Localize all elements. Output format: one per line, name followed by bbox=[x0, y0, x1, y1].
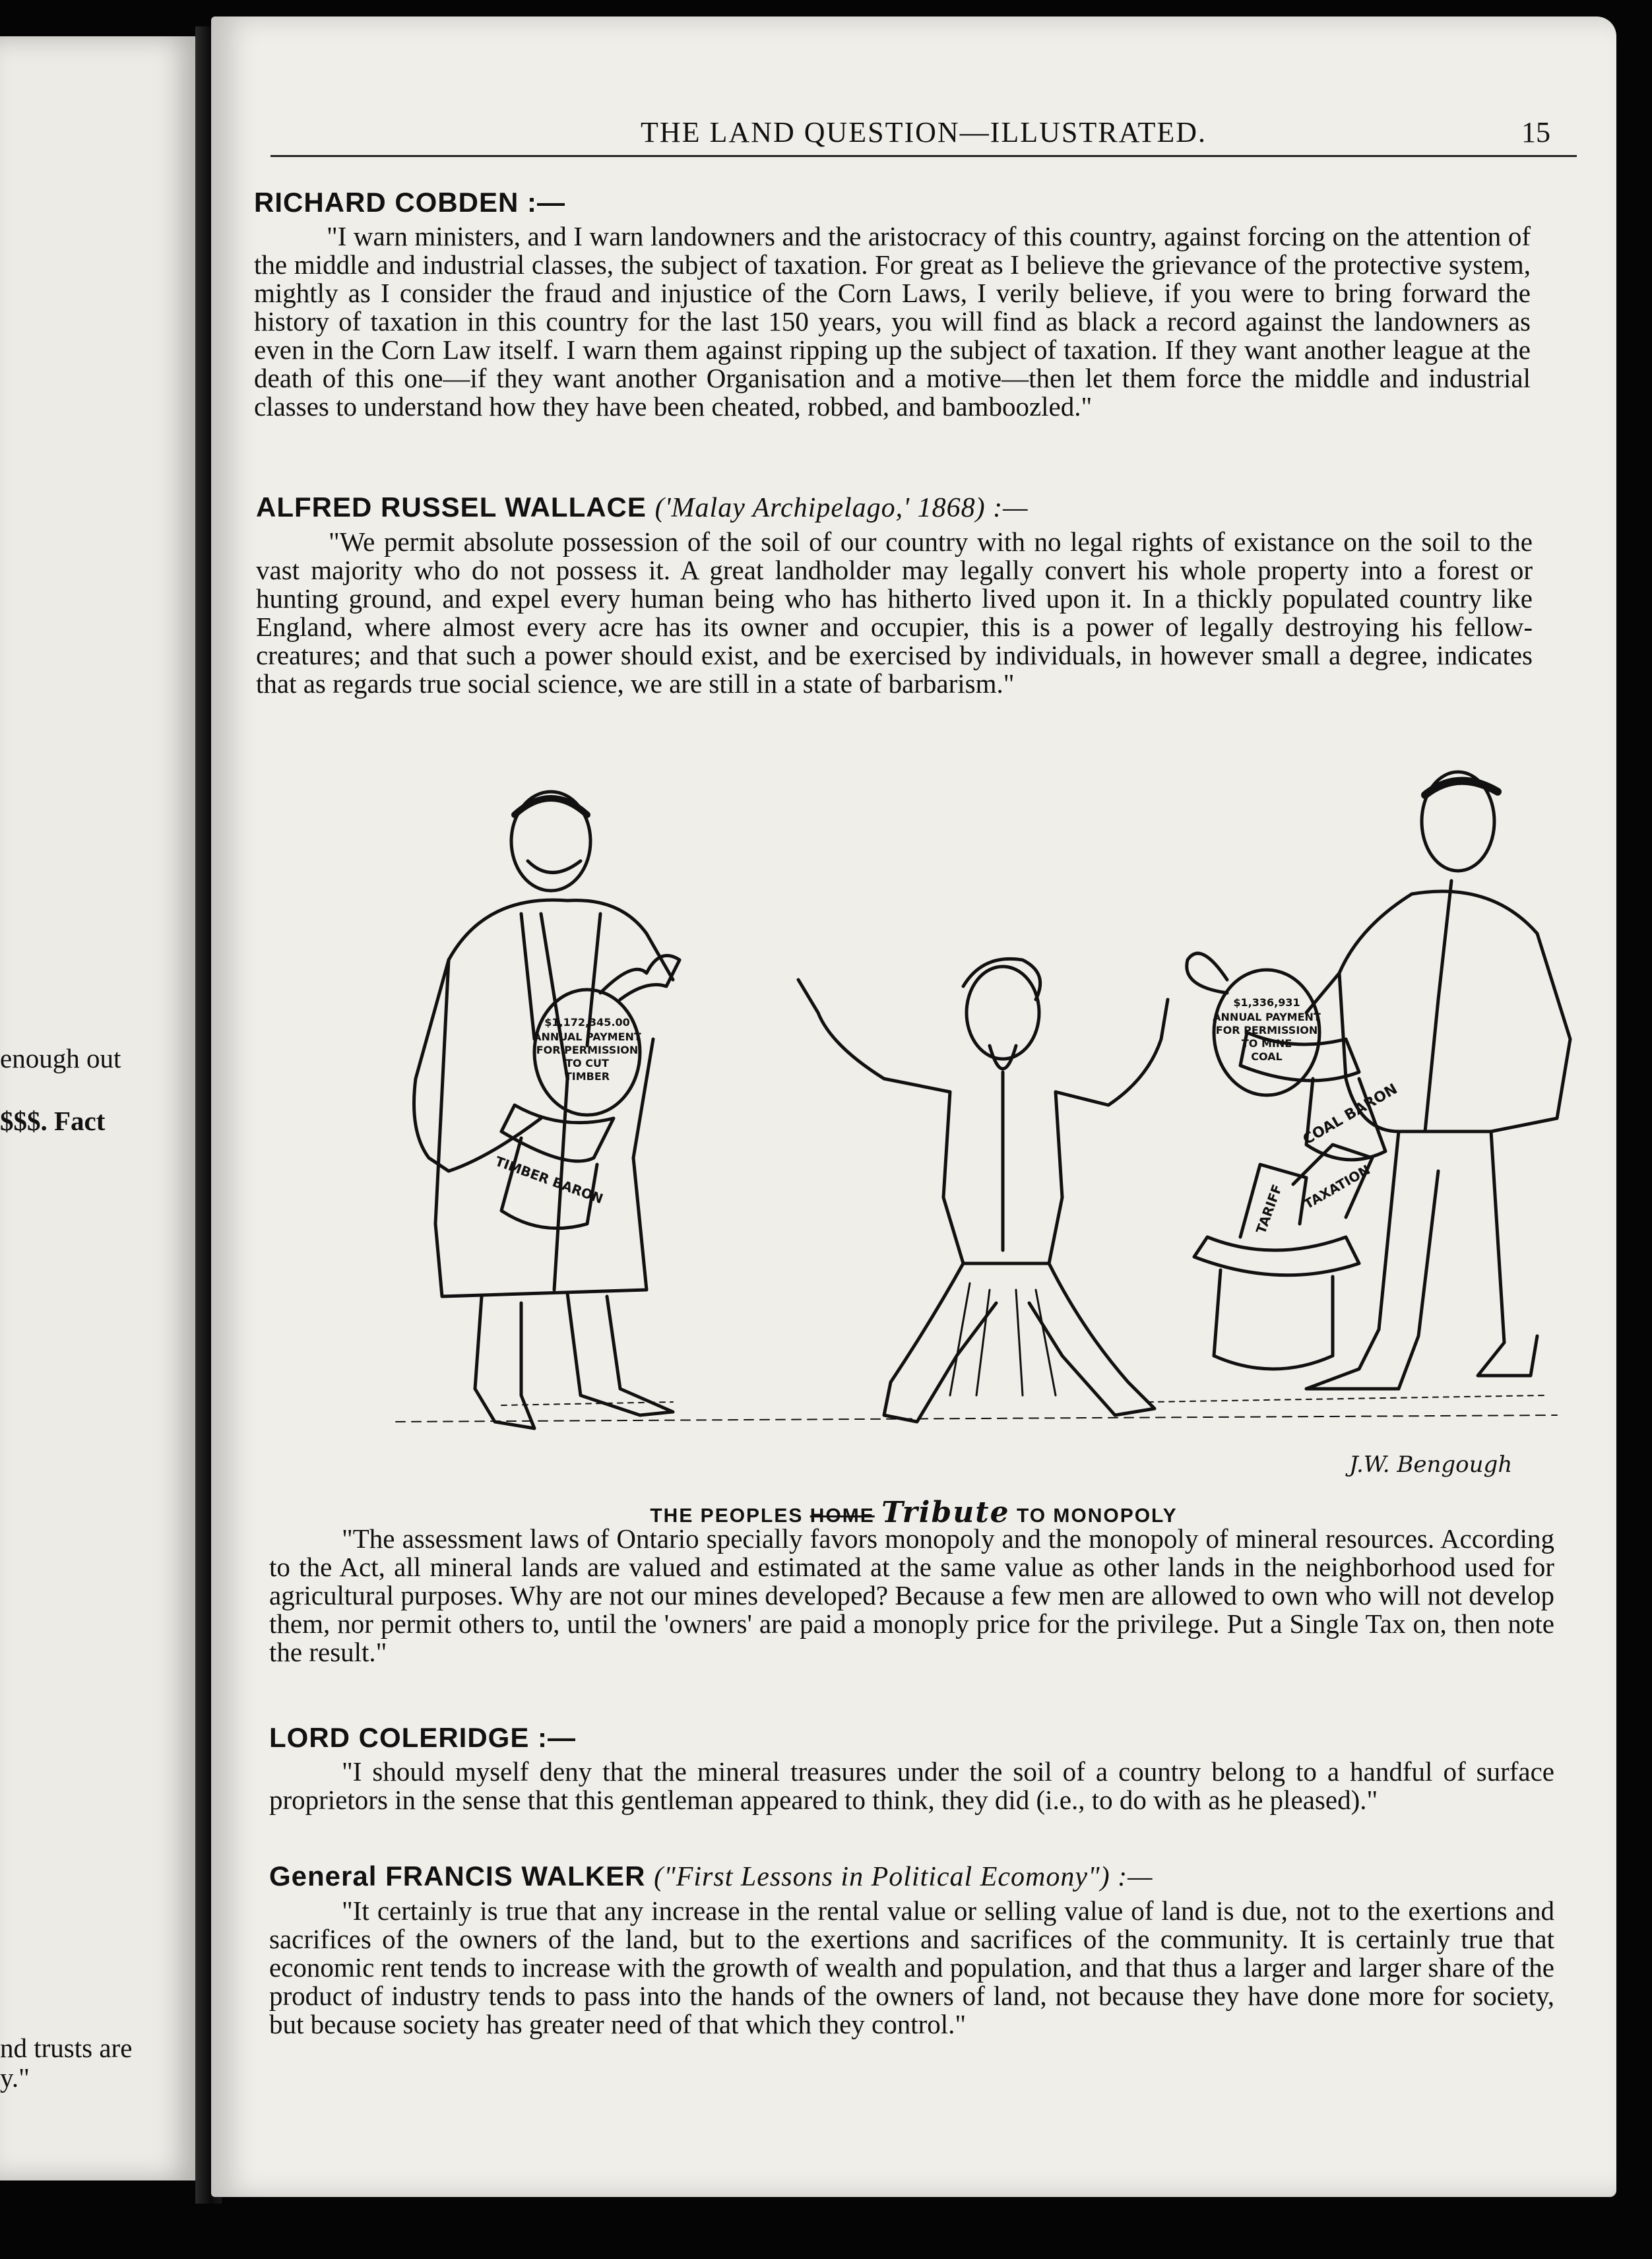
section-heading: LORD COLERIDGE :— bbox=[269, 1722, 576, 1753]
left-page-fragment: y." bbox=[0, 2062, 30, 2093]
taxation-label: TAXATION bbox=[1301, 1161, 1373, 1213]
people-figure-right-arm bbox=[1056, 1000, 1168, 1105]
right-page bbox=[211, 16, 1616, 2197]
caption-struck-word: HOME bbox=[810, 1505, 875, 1527]
coal-bag-text: FOR PERMISSION bbox=[1215, 1024, 1318, 1036]
page-number: 15 bbox=[1521, 116, 1550, 148]
people-figure-legs bbox=[884, 1263, 996, 1422]
section-quote: "I should myself deny that the mineral treasures under the soil of a country belong to a handful of surface proprietors in the sense that this gentleman appeared to think, they did (i.e., to do with as he pleased)." bbox=[269, 1756, 1554, 1815]
timber-bag-text: ANNUAL PAYMENT bbox=[533, 1031, 641, 1043]
section-walker bbox=[269, 1861, 1554, 2039]
cartoon-drawing bbox=[369, 762, 1623, 1448]
running-header bbox=[270, 102, 1577, 157]
caption-handwritten-word: Tribute bbox=[881, 1496, 1010, 1529]
timber-bag-text: $1,172,345.00 bbox=[544, 1016, 630, 1029]
section-heading: General FRANCIS WALKER bbox=[269, 1861, 646, 1892]
coal-hat-label: COAL BARON bbox=[1300, 1081, 1401, 1149]
artist-signature: J.W. Bengough bbox=[1349, 1451, 1513, 1478]
left-page-fragment: nd trusts are bbox=[0, 2033, 133, 2063]
timber-baron-coat-top bbox=[449, 900, 673, 980]
section-coleridge bbox=[269, 1722, 1554, 1814]
section-source: ('Malay Archipelago,' 1868) :— bbox=[654, 493, 1029, 523]
caption-text: THE PEOPLES bbox=[650, 1505, 804, 1527]
timber-bag-text: FOR PERMISSION bbox=[536, 1044, 639, 1056]
people-figure-left-arm bbox=[798, 980, 950, 1092]
section-quote: "It certainly is true that any increase in the rental value or selling value of land is due, not to the exertions and sacrifices of the owners of the land, but to the exertions and sacrifices of the community. It is certainly true that economic rent tends to increase with the growth of wealth and population, and that thus a larger and larger share of the product of industry tends to pass into the hands of the owners of land, not because they have done more for society, but because society has greater need of that which they control." bbox=[269, 1895, 1554, 2039]
section-quote: "We permit absolute possession of the soil of our country with no legal rights of existance on the soil to the vast majority who do not possess it. A great landholder may legally convert his whole property into a forest or hunting ground, and expel every human being who has hitherto lived upon it. In a thickly populated country like England, where almost every acre has its owner and occupier, this is a power of legally destroying his fellow-creatures; and that such a power should exist, and be exercised by individuals, in however small a degree, indicates that as regards true social science, we are still in a state of barbarism." bbox=[256, 526, 1533, 699]
coal-baron-legs bbox=[1306, 1131, 1438, 1389]
section-heading-line bbox=[269, 1861, 1554, 1893]
coal-bag-text: COAL bbox=[1251, 1050, 1283, 1063]
section-quote: "The assessment laws of Ontario specially favors monopoly and the monopoly of mineral resources. According to the Act, all mineral lands are valued and estimated at the same value as other lands in the neighborhood used for agricultural purposes. Why are not our mines developed? Because a few men are allowed to own who will not develop them, nor permit others to, until the 'owners' are paid a monoply price for the privilege. Put a Single Tax on, then note the result." bbox=[269, 1523, 1554, 1667]
running-title: THE LAND QUESTION—ILLUSTRATED. bbox=[640, 116, 1207, 148]
cartoon-illustration bbox=[369, 762, 1623, 1448]
section-source: ("First Lessons in Political Ecomony") :— bbox=[654, 1862, 1153, 1892]
coal-baron-arm bbox=[1306, 894, 1412, 1013]
timber-hat-label: TIMBER BARON bbox=[493, 1153, 606, 1207]
section-ontario bbox=[269, 1521, 1554, 1667]
timber-bag-text: TIMBER bbox=[564, 1070, 610, 1083]
section-heading: ALFRED RUSSEL WALLACE bbox=[256, 492, 647, 523]
coal-bag-text: $1,336,931 bbox=[1233, 996, 1300, 1009]
people-figure-head bbox=[967, 967, 1039, 1059]
section-heading-line bbox=[256, 492, 1533, 524]
section-cobden bbox=[254, 187, 1531, 421]
section-quote: "I warn ministers, and I warn landowners and the aristocracy of this country, against forcing on the attention of the middle and industrial classes, the subject of taxation. For great as I believe the grievance of the protective system, mightly as I consider the fraud and injustice of the Corn Laws, I verily believe, if you were to bring forward the history of taxation in this country for the last 150 years, you will find as black a record against the landowners as even in the Corn Law itself. I warn them against ripping up the subject of taxation. If they want another league at the death of this one—if they want another Organisation and a motive—then let them force the middle and industrial classes to understand how they have been cheated, robbed, and bamboozled." bbox=[254, 221, 1531, 422]
left-page-fragment: $$$. Fact bbox=[0, 1106, 106, 1136]
coal-bag-text: ANNUAL PAYMENT bbox=[1213, 1011, 1321, 1023]
section-wallace bbox=[256, 492, 1533, 698]
timber-bag-text: TO CUT bbox=[565, 1057, 609, 1069]
caption-text: TO MONOPOLY bbox=[1016, 1505, 1178, 1527]
left-page-fragment: enough out bbox=[0, 1043, 121, 1073]
tariff-hat bbox=[1194, 1237, 1359, 1275]
tariff-label: TARIFF bbox=[1252, 1182, 1285, 1236]
left-page bbox=[0, 36, 198, 2180]
coal-bag-text: TO MINE bbox=[1241, 1037, 1292, 1050]
section-heading: RICHARD COBDEN :— bbox=[254, 187, 565, 218]
